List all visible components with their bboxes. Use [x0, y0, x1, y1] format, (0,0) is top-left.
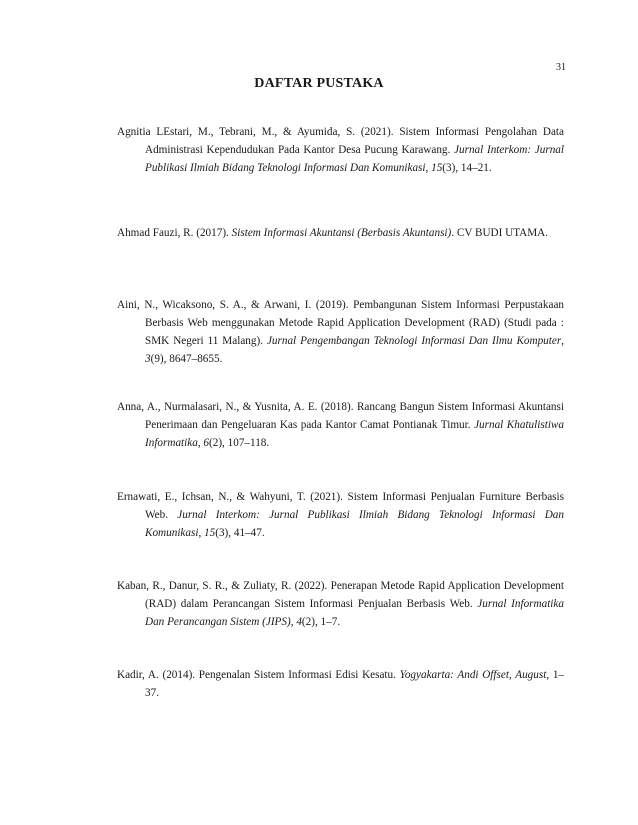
reference-volume: 15: [204, 527, 216, 539]
reference-authors-title: Ernawati, E., Ichsan, N., & Wahyuni, T. (2021). Sistem Informasi Penjualan Furniture Berbasis Web.: [117, 491, 564, 521]
reference-issue-pages: (3), 41–47.: [215, 527, 265, 539]
reference-issue-pages: (2), 107–118.: [209, 437, 270, 449]
reference-issue-pages: 1–37.: [145, 669, 564, 699]
reference-source: Sistem Informasi Akuntansi (Berbasis Akuntansi): [231, 227, 452, 239]
reference-separator: ,: [546, 669, 553, 681]
reference-source: Jurnal Pengembangan Teknologi Informasi Dan Ilmu Komputer: [266, 335, 562, 347]
reference-source: Jurnal Interkom: Jurnal Publikasi Ilmiah Bidang Teknologi Informasi Dan Komunikasi: [145, 509, 564, 539]
reference-source: Jurnal Interkom: Jurnal Publikasi Ilmiah Bidang Teknologi Informasi Dan Komunikasi: [145, 144, 565, 174]
reference-volume: 3: [145, 353, 151, 365]
reference-authors-title: Ahmad Fauzi, R. (2017).: [117, 227, 232, 239]
reference-authors-title: Kadir, A. (2014). Pengenalan Sistem Informasi Edisi Kesatu.: [117, 669, 400, 681]
reference-source: Jurnal Khatulistiwa Informatika: [145, 419, 564, 449]
reference-volume: 4: [296, 616, 302, 628]
reference-issue-pages: (3), 14–21.: [442, 162, 492, 174]
reference-separator: ,: [290, 616, 297, 628]
reference-volume: 15: [431, 162, 443, 174]
reference-issue-pages: (9), 8647–8655.: [150, 353, 223, 365]
reference-entry: [117, 224, 564, 242]
reference-authors-title: Agnitia LEstari, M., Tebrani, M., & Ayumida, S. (2021). Sistem Informasi Pengolahan Data Administrasi Kependudukan Pada Kantor Desa Pucung Karawang.: [117, 126, 564, 156]
reference-entry: [117, 666, 564, 702]
reference-separator: .: [451, 227, 457, 239]
reference-separator: ,: [425, 162, 432, 174]
reference-separator: ,: [561, 335, 564, 347]
reference-volume: 6: [203, 437, 210, 449]
reference-entry: [117, 398, 564, 452]
reference-source: Jurnal Informatika Dan Perancangan Sistem (JIPS): [145, 598, 564, 628]
reference-source: Yogyakarta: Andi Offset, August: [399, 669, 547, 681]
reference-issue-pages: CV BUDI UTAMA.: [456, 227, 549, 239]
reference-entry: [117, 296, 564, 368]
reference-separator: ,: [197, 437, 204, 449]
page-title: DAFTAR PUSTAKA: [254, 76, 384, 91]
reference-issue-pages: (2), 1–7.: [301, 616, 341, 628]
reference-authors-title: Anna, A., Nurmalasari, N., & Yusnita, A. E. (2018). Rancang Bangun Sistem Informasi Akuntansi Penerimaan dan Pengeluaran Kas pada Kantor Camat Pontianak Timur.: [117, 401, 564, 431]
reference-entry: [117, 123, 564, 177]
reference-separator: ,: [198, 527, 205, 539]
page-number: 31: [556, 62, 566, 73]
reference-authors-title: Kaban, R., Danur, S. R., & Zuliaty, R. (2022). Penerapan Metode Rapid Application Development (RAD) dalam Perancangan Sistem Informasi Penjualan Berbasis Web.: [117, 580, 564, 610]
reference-entry: [117, 577, 564, 631]
reference-authors-title: Aini, N., Wicaksono, S. A., & Arwani, I. (2019). Pembangunan Sistem Informasi Perpustakaan Berbasis Web menggunakan Metode Rapid Application Development (RAD) (Studi pada : SMK Negeri 11 Malang).: [117, 299, 564, 347]
reference-entry: [117, 488, 564, 542]
